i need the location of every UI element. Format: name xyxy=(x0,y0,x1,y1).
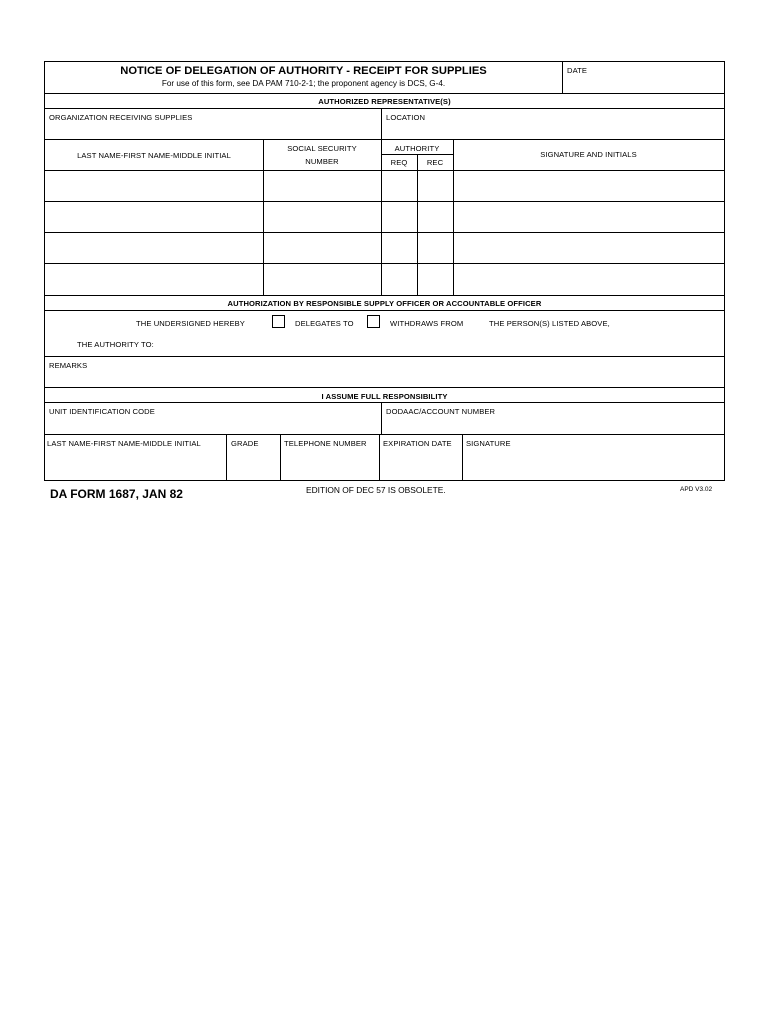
telephone-field[interactable] xyxy=(282,450,377,478)
signer-name-field[interactable] xyxy=(47,450,224,478)
rep-row-1-name[interactable] xyxy=(46,171,262,200)
signature-field[interactable] xyxy=(464,450,721,478)
delegation-form xyxy=(44,61,725,481)
col-rec-header: REC xyxy=(426,158,444,167)
col-signature-header: SIGNATURE AND INITIALS xyxy=(540,150,637,159)
section-authorization-header: AUTHORIZATION BY RESPONSIBLE SUPPLY OFFICER OR ACCOUNTABLE OFFICER xyxy=(227,299,542,308)
rep-row-2-req[interactable] xyxy=(382,202,416,231)
telephone-label: TELEPHONE NUMBER xyxy=(284,439,367,448)
rep-row-3-rec[interactable] xyxy=(418,233,452,262)
rep-row-1-signature[interactable] xyxy=(454,171,722,200)
rep-row-1-ssn[interactable] xyxy=(264,171,380,200)
withdraws-checkbox[interactable] xyxy=(367,315,380,328)
location-label: LOCATION xyxy=(386,113,426,122)
undersigned-text: THE UNDERSIGNED HEREBY xyxy=(136,319,245,328)
rep-row-3-ssn[interactable] xyxy=(264,233,380,262)
signer-name-label: LAST NAME-FIRST NAME-MIDDLE INITIAL xyxy=(47,439,201,448)
section-responsibility-header: I ASSUME FULL RESPONSIBILITY xyxy=(321,392,448,401)
form-subtitle: For use of this form, see DA PAM 710-2-1; the proponent agency is DCS, G-4. xyxy=(161,79,446,88)
rep-row-1-req[interactable] xyxy=(382,171,416,200)
rep-row-4-req[interactable] xyxy=(382,264,416,294)
authority-to-label: THE AUTHORITY TO: xyxy=(77,340,154,349)
version-label: APD V3.02 xyxy=(680,486,713,493)
col-ssn-header-line2: NUMBER xyxy=(305,157,339,166)
date-label: DATE xyxy=(567,66,588,75)
rep-row-2-name[interactable] xyxy=(46,202,262,231)
form-title: NOTICE OF DELEGATION OF AUTHORITY - RECEIPT FOR SUPPLIES xyxy=(120,65,487,77)
rep-row-3-signature[interactable] xyxy=(454,233,722,262)
rep-row-4-signature[interactable] xyxy=(454,264,722,294)
location-field[interactable] xyxy=(384,123,721,138)
col-authority-header: AUTHORITY xyxy=(394,144,440,153)
grade-label: GRADE xyxy=(231,439,259,448)
edition-note: EDITION OF DEC 57 IS OBSOLETE. xyxy=(306,485,446,495)
rep-row-4-ssn[interactable] xyxy=(264,264,380,294)
uic-label: UNIT IDENTIFICATION CODE xyxy=(49,407,155,416)
rep-row-3-req[interactable] xyxy=(382,233,416,262)
date-field[interactable] xyxy=(565,76,721,91)
rep-row-3-name[interactable] xyxy=(46,233,262,262)
rep-row-2-rec[interactable] xyxy=(418,202,452,231)
col-req-header: REQ xyxy=(390,158,408,167)
authority-to-field[interactable] xyxy=(171,334,721,350)
expiration-date-label: EXPIRATION DATE xyxy=(383,439,452,448)
col-ssn-header-line1: SOCIAL SECURITY xyxy=(287,144,357,153)
rep-row-4-rec[interactable] xyxy=(418,264,452,294)
rep-row-2-ssn[interactable] xyxy=(264,202,380,231)
dodaac-label: DODAAC/ACCOUNT NUMBER xyxy=(386,407,496,416)
section-authorized-representatives-header: AUTHORIZED REPRESENTATIVE(S) xyxy=(318,97,451,106)
grade-field[interactable] xyxy=(228,450,278,478)
col-name-header: LAST NAME-FIRST NAME-MIDDLE INITIAL xyxy=(77,151,231,160)
org-receiving-label: ORGANIZATION RECEIVING SUPPLIES xyxy=(49,113,193,122)
persons-listed-text: THE PERSON(S) LISTED ABOVE, xyxy=(489,319,610,328)
org-receiving-field[interactable] xyxy=(47,123,377,138)
rep-row-1-rec[interactable] xyxy=(418,171,452,200)
expiration-date-field[interactable] xyxy=(381,450,460,478)
signature-label: SIGNATURE xyxy=(466,439,511,448)
rep-row-4-name[interactable] xyxy=(46,264,262,294)
delegates-checkbox[interactable] xyxy=(272,315,285,328)
uic-field[interactable] xyxy=(47,417,377,432)
remarks-field[interactable] xyxy=(47,371,721,386)
form-number: DA FORM 1687, JAN 82 xyxy=(50,487,183,501)
remarks-label: REMARKS xyxy=(49,361,88,370)
withdraws-label: WITHDRAWS FROM xyxy=(390,319,464,328)
delegates-label: DELEGATES TO xyxy=(295,319,354,328)
rep-row-2-signature[interactable] xyxy=(454,202,722,231)
dodaac-field[interactable] xyxy=(384,417,721,432)
